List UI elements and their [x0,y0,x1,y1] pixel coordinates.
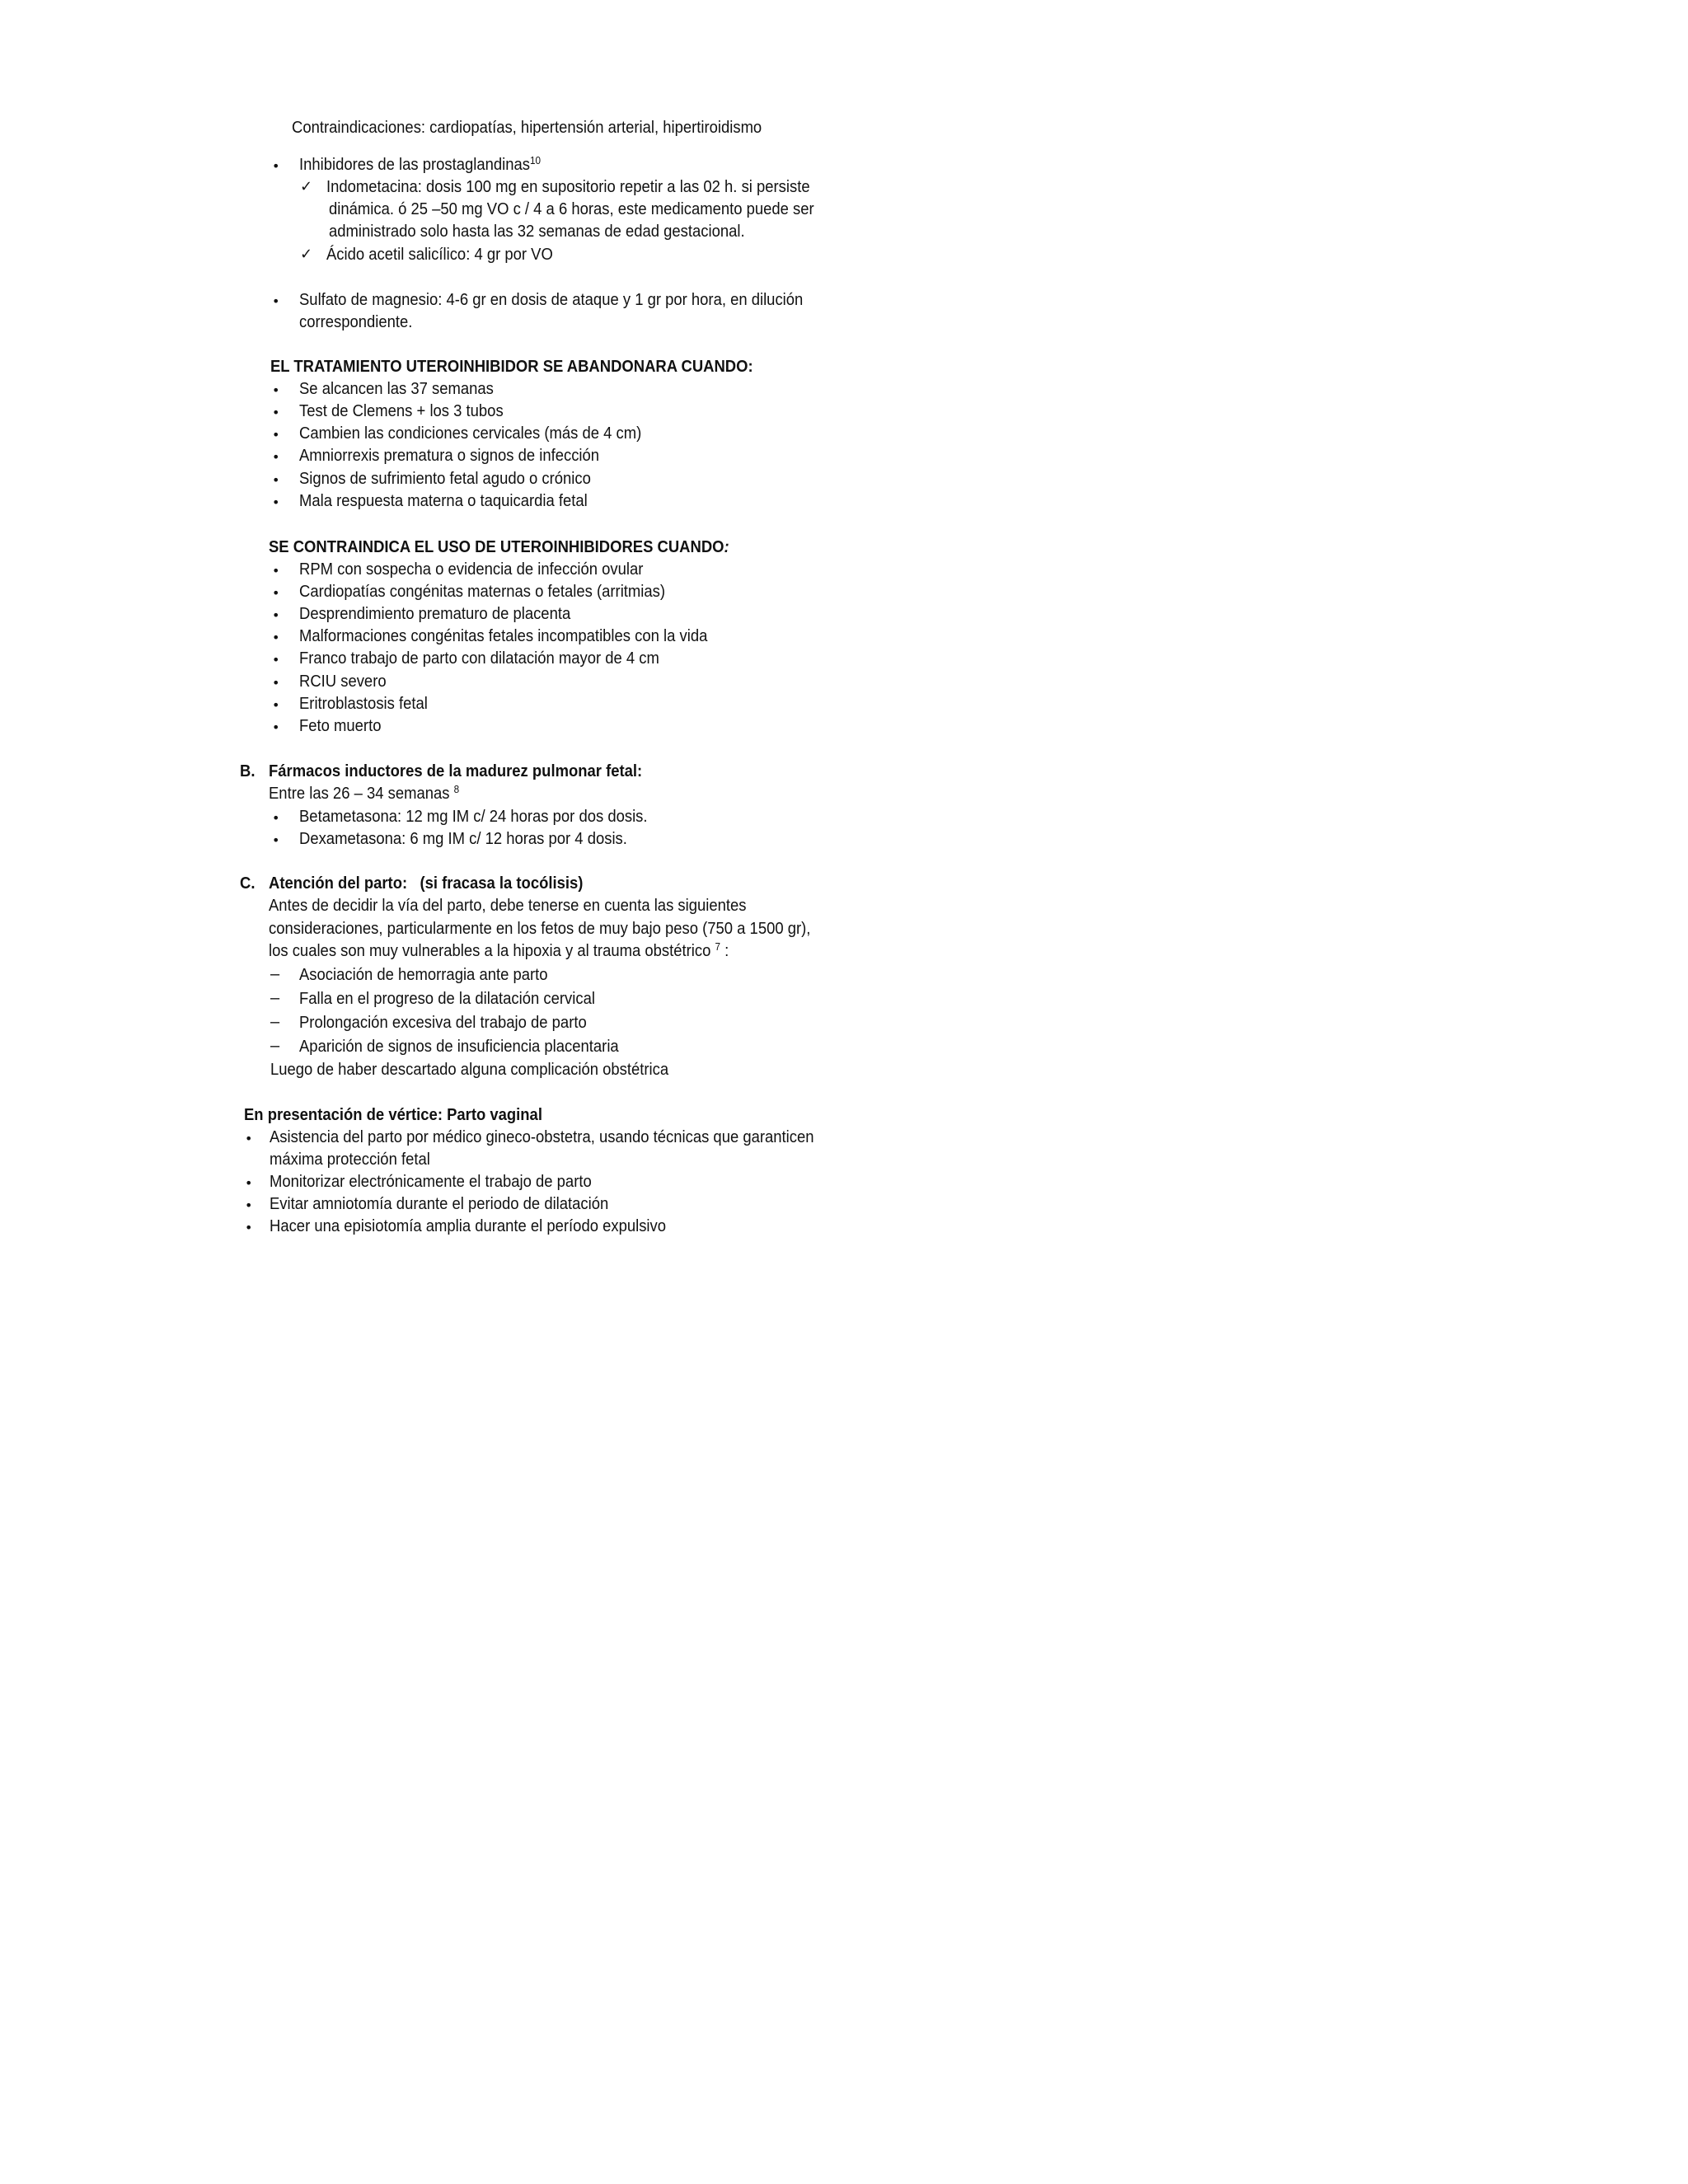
bullet-marker: • [272,382,280,398]
section-c-letter: C. [240,874,256,893]
bullet-marker: • [245,1220,253,1235]
abandon-item: Signos de sufrimiento fetal agudo o crónico [299,469,591,488]
prostaglandin-inhibitors-heading: Inhibidores de las prostaglandinas$^{10}$ [299,154,542,174]
abandon-item: Mala respuesta materna o taquicardia fetal [299,491,588,510]
vertex-item-line: Monitorizar electrónicamente el trabajo de parto [270,1172,592,1191]
vertex-item-line: Asistencia del parto por médico gineco-obstetra, usando técnicas que garanticen [270,1127,814,1146]
contraindication-item: Desprendimiento prematuro de placenta [299,604,571,623]
bullet-marker: • [272,472,280,488]
footnote-ref: 8 [453,783,460,795]
bullet-marker: • [245,1175,253,1191]
bullet-marker: • [272,427,280,443]
dash-marker: – [270,965,280,983]
bullet-marker: • [272,405,280,420]
bullet-marker: • [245,1197,253,1213]
contraindication-item: Franco trabajo de parto con dilatación mayor de 4 cm [299,649,659,668]
bullet-marker: • [272,494,280,510]
footnote-ref: 7 [715,940,721,953]
bullet-marker: • [272,607,280,623]
bullet-marker: • [272,652,280,668]
vertex-item-line: Evitar amniotomía durante el periodo de dilatación [270,1194,609,1213]
dash-marker: – [270,989,280,1007]
indometacina-line-2: dinámica. ó 25 –50 mg VO c / 4 a 6 horas, este medicamento puede ser [329,199,814,218]
contraindication-item: Cardiopatías congénitas maternas o fetales (arritmias) [299,582,666,601]
bullet-marker: • [272,158,280,174]
abandon-item: Test de Clemens + los 3 tubos [299,401,504,420]
section-b-item: Dexametasona: 6 mg IM c/ 12 horas por 4 dosis. [299,829,627,848]
dash-marker: – [270,1013,280,1031]
section-c-dash-item: Asociación de hemorragia ante parto [299,965,548,984]
contraindication-item: Malformaciones congénitas fetales incompatibles con la vida [299,626,708,645]
contraindication-item: Eritroblastosis fetal [299,694,428,713]
vertex-item-line: máxima protección fetal [270,1150,430,1169]
bullet-marker: • [245,1131,253,1146]
section-c-dash-item: Falla en el progreso de la dilatación cervical [299,989,595,1008]
section-b-letter: B. [240,762,256,780]
section-b-item: Betametasona: 12 mg IM c/ 24 horas por dos dosis. [299,807,648,826]
contraindication-item: Feto muerto [299,716,382,735]
indometacina-line-1: Indometacina: dosis 100 mg en supositorio repetir a las 02 h. si persiste [326,177,810,196]
bullet-marker: • [272,719,280,735]
bullet-marker: • [272,449,280,465]
dash-marker: – [270,1037,280,1055]
footnote-ref: 10 [530,154,542,166]
indometacina-line-3: administrado solo hasta las 32 semanas de edad gestacional. [329,222,745,241]
vertex-item-line: Hacer una episiotomía amplia durante el período expulsivo [270,1216,667,1235]
abandon-item: Cambien las condiciones cervicales (más de 4 cm) [299,424,642,443]
vertex-presentation-heading: En presentación de vértice: Parto vaginal [244,1105,542,1124]
section-c-paragraph-line-2: consideraciones, particularmente en los fetos de muy bajo peso (750 a 1500 gr), [269,919,811,938]
section-c-title: Atención del parto: (si fracasa la tocólisis) [269,874,584,893]
section-c-dash-item: Prolongación excesiva del trabajo de parto [299,1013,587,1032]
contraindications-line: Contraindicaciones: cardiopatías, hipertensión arterial, hipertiroidismo [292,118,762,137]
section-c-dash-item: Aparición de signos de insuficiencia placentaria [299,1037,619,1056]
document-page [0,0,1009,1305]
bullet-marker: • [272,563,280,579]
bullet-marker: • [272,585,280,601]
contraindication-item: RCIU severo [299,672,387,691]
contraindication-heading: SE CONTRAINDICA EL USO DE UTEROINHIBIDORES CUANDO: [269,537,729,556]
bullet-marker: • [272,832,280,848]
abandon-item: Amniorrexis prematura o signos de infección [299,446,600,465]
bullet-marker: • [272,697,280,713]
section-c-after-line: Luego de haber descartado alguna complicación obstétrica [270,1060,669,1079]
checkmark-icon: ✓ [300,178,313,195]
abandon-item: Se alcancen las 37 semanas [299,379,494,398]
bullet-marker: • [272,630,280,645]
bullet-marker: • [272,810,280,826]
section-b-title: Fármacos inductores de la madurez pulmonar fetal: [269,762,643,780]
bullet-marker: • [272,675,280,691]
checkmark-icon: ✓ [300,246,313,263]
magnesium-line-2: correspondiente. [299,312,413,331]
bullet-marker: • [272,293,280,309]
contraindication-item: RPM con sospecha o evidencia de infección ovular [299,560,644,579]
section-c-paragraph-line-1: Antes de decidir la vía del parto, debe tenerse en cuenta las siguientes [269,896,747,915]
magnesium-line-1: Sulfato de magnesio: 4-6 gr en dosis de ataque y 1 gr por hora, en dilución [299,290,804,309]
acido-acetil-line: Ácido acetil salicílico: 4 gr por VO [326,245,553,264]
abandon-treatment-heading: EL TRATAMIENTO UTEROINHIBIDOR SE ABANDONARA CUANDO: [270,357,753,376]
section-b-subtitle: Entre las 26 – 34 semanas $^8$ [269,783,460,803]
section-c-paragraph-line-3: los cuales son muy vulnerables a la hipoxia y al trauma obstétrico $^7$ : [269,940,729,960]
